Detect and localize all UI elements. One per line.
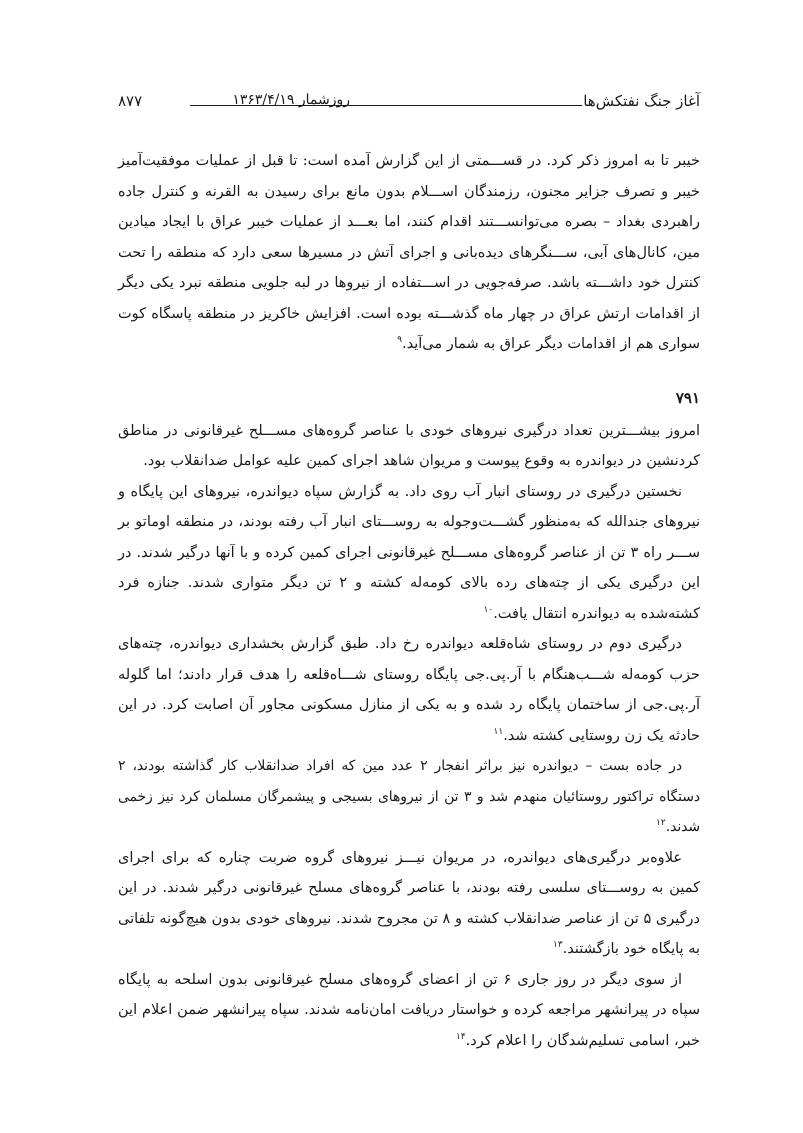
paragraph-text: از سوی دیگر در روز جاری ۶ تن از اعضای گروه‌های مسلح غیرقانونی بدون اسلحه به پایگاه سپاه در پیرانشهر مراجعه کرده و خواستار دریافت امان‌نامه شدند. سپاه پیرانشهر ضمن اعلام این خبر، اسامی تسلیم‌شدگان را اعلام کرد.: [118, 971, 700, 1049]
entry-paragraph: [118, 843, 700, 965]
page-number: ۸۷۷: [118, 92, 143, 110]
footnote-marker: ۱۴: [455, 1031, 466, 1042]
footnote-marker: ۹: [397, 335, 402, 345]
chronicle-date: روزشمار ۱۳۶۳/۴/۱۹: [232, 92, 350, 108]
entry-number: ۷۹۱: [675, 388, 700, 407]
footnote-marker: ۱۰: [483, 604, 494, 615]
paragraph-text: امروز بیشـــترین تعداد درگیری نیروهای خودی با عناصر گروه‌های مســـلح غیرقانونی در مناطق کردنشین در دیواندره به وقوع پیوست و مریوان شاهد اجرای کمین علیه عوامل ضدانقلاب بود.: [118, 422, 700, 469]
footnote-marker: ۱۲: [656, 818, 666, 828]
opening-paragraph: [118, 146, 700, 360]
footnote-marker: ۱۱: [493, 726, 504, 737]
entry-paragraph: [118, 477, 700, 630]
book-title: آغاز جنگ نفتکش‌ها: [583, 92, 700, 110]
paragraph-text: خیبر تا به امروز ذکر کرد. در قســـمتی از این گزارش آمده است: تا قبل از عملیات موفقیت‌آمیز خیبر و تصرف جزایر مجنون، رزمندگان اســـلام بدون مانع برای رسیدن به القرنه و کنترل جاده راهبردی بغداد – بصره می‌توانســـتند اقدام کنند، اما بعـــد از عملیات خیبر عراق با ایجاد میادین مین، کانال‌های آبی، ســـنگرهای دیده‌بانی و اجرای آتش در مسیرها سعی دارد که منطقه را تحت کنترل خود داشـــته باشد. صرفه‌جویی در اســـتفاده از نیروها در لبه جلویی منطقه نبرد یکی دیگر از اقدامات ارتش عراق در چهار ماه گذشـــته بوده است. افزایش خاکریز در منطقه پاسگاه کوت سواری هم از اقدامات دیگر عراق به شمار می‌آید.: [118, 153, 700, 352]
paragraph-text: درگیری دوم در روستای شاه‌قلعه دیواندره رخ داد. طبق گزارش بخشداری دیواندره، چته‌های حزب کومه‌له شـــب‌هنگام با آر.پی.جی پایگاه روستای شـــاه‌قلعه را هدف قرار دادند؛ اما گلوله آر.پی.جی از ساختمان پایگاه رد شده و به یکی از منازل مسکونی مجاور آن اصابت کرد. در این حادثه یک زن روستایی کشته شد.: [118, 636, 700, 744]
header-rule: [190, 105, 582, 106]
footnote-marker: ۱۳: [553, 940, 563, 950]
entry-paragraph: [118, 751, 700, 843]
entry-paragraph: [118, 965, 700, 1057]
paragraph-text: علاوه‌بر درگیری‌های دیواندره، در مریوان نیـــز نیروهای گروه ضربت چناره که برای اجرای کمین به روســـتای سلسی رفته بودند، با عناصر گروه‌های مسلح غیرقانونی درگیر شدند. در این درگیری ۵ تن از عناصر ضدانقلاب کشته و ۸ تن مجروح شدند. نیروهای خودی بدون هیچ‌گونه تلفاتی به پایگاه خود بازگشتند.: [118, 849, 700, 957]
running-header: [118, 92, 700, 116]
page-body: [118, 146, 700, 1056]
entry-paragraph: [118, 629, 700, 751]
paragraph-text: در جاده بست – دیواندره نیز براثر انفجار ۲ عدد مین که افراد ضدانقلاب کار گذاشته بودند، ۲ دستگاه تراکتور روستائیان منهدم شد و ۳ تن از نیروهای بسیجی و پیشمرگان مسلمان کرد نیز زخمی شدند.: [118, 758, 701, 835]
paragraph-text: نخستین درگیری در روستای انبار آب روی داد. به گزارش سپاه دیواندره، نیروهای این پایگاه و نیروهای جندالله که به‌منظور گشـــت‌وجوله به روســـتای انبار آب رفته بودند، در منطقه اوماتو بر ســـر راه ۳ تن از عناصر گروه‌های مســـلح غیرقانونی اجرای کمین کرده و با آنها درگیر شدند. در این درگیری یکی از چته‌های رده بالای کومه‌له کشته و ۲ تن دیگر متواری شدند. جنازه فرد کشته‌شده به دیواندره انتقال یافت.: [118, 483, 700, 622]
entry-paragraph: [118, 416, 700, 477]
